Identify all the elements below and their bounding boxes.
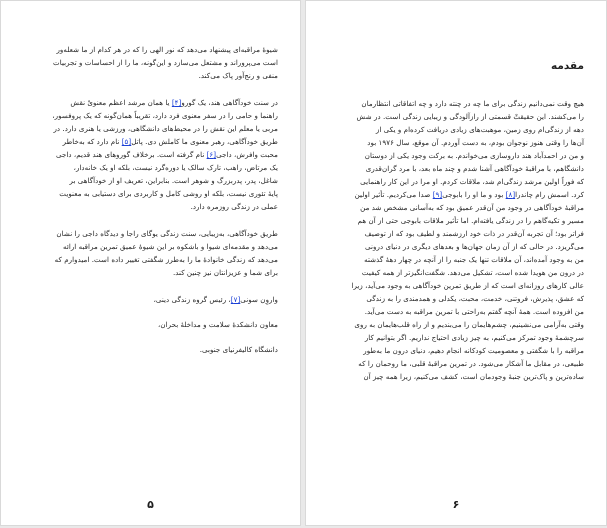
footnote-ref-7[interactable]: [۷]: [230, 295, 241, 304]
book-page-left: [0, 0, 301, 526]
page-number-right: ۶: [452, 498, 460, 511]
left-paragraph-2-part-3: راهنما و حامی را در سفر معنوی فرد دارد، تقریباً همان‌گونه که یک پروفسور، مربی یا معلم این نقش را در محیط‌های دانشگاهی، ورزشی یا هنری دارد. در طریق خودآگاهی، رهبر معنوی ما کاملش دی. پاتل: [52, 111, 278, 146]
left-paragraph-2-part-2: یا همان مرشد اعظم معنویْ نقش: [70, 98, 172, 107]
signature-university: دانشگاه کالیفرنیای جنوبی.: [199, 345, 278, 354]
intro-part-2: بود و ما او را بابوجی: [442, 190, 506, 199]
intro-paragraph: [326, 97, 584, 383]
footnote-ref-4[interactable]: [۴]: [171, 98, 182, 107]
chapter-heading: مقدمه: [551, 60, 584, 72]
left-page-text: [24, 43, 278, 356]
footnote-ref-6[interactable]: [۶]: [206, 150, 217, 159]
signature-position: معاون دانشکدهٔ سلامت و مداخلهٔ بحران،: [158, 320, 278, 329]
left-paragraph-1: شیوهٔ مراقبه‌ای پیشنهاد می‌دهد که نور الهی را که در هر کدام از ما شعله‌ور است می‌پروراند و مشتعل می‌سازد و این‌گونه، ما را از احساسات و تجربیات منفی و رنج‌آور پاک می‌کند.: [53, 45, 278, 80]
page-number-left: ۵: [147, 498, 154, 511]
intro-part-3: صدا می‌کردیم. تأثیر اولین مراقبهٔ خودآگاهی در وجود من آن‌قدر عمیق بود که به‌آسانی مشخص شد من مسیر و تکیه‌گاهم را در زندگی یافته‌ام. اما تأثیر ملاقات بابوجی حتی از آن هم فراتر بود؛ آن تجربه آن‌قدر در ذات خود ارزشمند و لطیف بود که از توصیف می‌گریزد. در حالی که از آن زمان جهان‌ها و بعدهای دیگری در دنیای درونی من به وجود آمده‌اند، آن ملاقات تنها یک جنبه را از آنچه در چهار دههٔ گذشته در درون من هویدا شده است، تشکیل می‌دهد. شگفت‌انگیزتر از همه کیفیت عالی کارهای روزانه‌ای است که از طریق تمرین خودآگاهی به وجود می‌آید، زیرا که عشق، پذیرش، فروتنی، خدمت، محبت، یکدلی و همدمندی را به زندگی من افزوده است. همهٔ آنچه گفتم به‌راحتی با تمرین مراقبه به دست می‌آید. وقتی به‌آرامی می‌نشینیم، چشم‌هایمان را می‌بندیم و از راه قلب‌هایمان به روی سرچشمهٔ وجود تمرکز می‌کنیم، به چیز زیادی احتیاج نداریم. اگر بتوانیم کار مراقبه را با شگفتی و معصومیت کودکانه انجام دهیم، دنیای درون ما به‌طور طبیعی، در مقابل ما آشکار می‌شود. در تمرین مراقبهٔ قلبی، ما روحمان را که ساده‌ترین و پاک‌ترین جنبهٔ وجودمان است، کشف می‌کنیم، زیرا همه چیز آن: [351, 190, 584, 381]
signature-name: واروِن سونی: [240, 295, 278, 304]
signature-role: ، رئیس گروه زندگی دینی،: [153, 295, 231, 304]
left-paragraph-2: [24, 96, 278, 213]
signature-name-line: [24, 293, 278, 306]
footnote-ref-8[interactable]: [۸]: [505, 190, 516, 199]
book-page-right: [305, 0, 607, 526]
footnote-ref-5[interactable]: [۵]: [121, 137, 132, 146]
left-paragraph-2-part-1: در سنت خودآگاهی هند، یک گورو: [181, 98, 278, 107]
intro-part-1: هیچ وقت نمی‌دانیم زندگی برای ما چه در چنته دارد و چه اتفاقاتی انتظارمان را می‌کشند. این حقیقتْ قسمتی از رازآلودگی و زیبایی زندگی است. در شش دهه از زندگی‌ام روی زمین، موهبت‌های زیادی دریافت کرده‌ام و یکی از آن‌ها را وقتی هنوز نوجوان بودم، به دست آوردم. آن موقع، سال ۱۹۷۶ بود و من در احمدآباد هند داروسازی می‌خواندم. به برکت وجود یکی از دوستان دانشگاهم، با مراقبهٔ خودآگاهی آشنا شدم و چند ماه بعد، با مرد گران‌قدری که فوراً اولین مرشد زندگی‌ام شد، ملاقات کردم. او مرا در این کار راهنمایی کرد. اسمش رام چاندرا: [356, 99, 584, 199]
left-paragraph-3: طریق خودآگاهی، به‌زیبایی، سنت زندگی یوگای راجا و دیدگاه داجی را نشان می‌دهد و مقدمه‌ای شیوا و باشکوه بر این شیوهٔ عمیق تمرین مراقبه ارائه می‌دهد که زندگی خانوادهٔ ما را به‌طرز شگفتی تغییر داده است. امیدوارم که برای شما و عزیزانتان نیز چنین کند.: [54, 229, 278, 277]
right-page-text: [326, 97, 584, 383]
footnote-ref-9[interactable]: [۹]: [432, 190, 443, 199]
left-paragraph-2-part-4: نام دارد که به‌خاطر محبت وافرش، داجی: [62, 137, 278, 159]
left-paragraph-2-part-5: نام گرفته است. برخلاف گوروهای هند قدیم، داجی یک مرتاض، راهب، تارک سالک یا دوره‌گرد نیست، بلکه او یک خانه‌دار، شاغل، پدر، پدربزرگ و شوهر است. بنابراین، تعریف او از خودآگاهی بر پایهٔ تئوری نیست، بلکه او روشی کامل و کاربردی برای دستیابی به معنویت عملی در زندگی روزمره دارد.: [55, 150, 278, 211]
